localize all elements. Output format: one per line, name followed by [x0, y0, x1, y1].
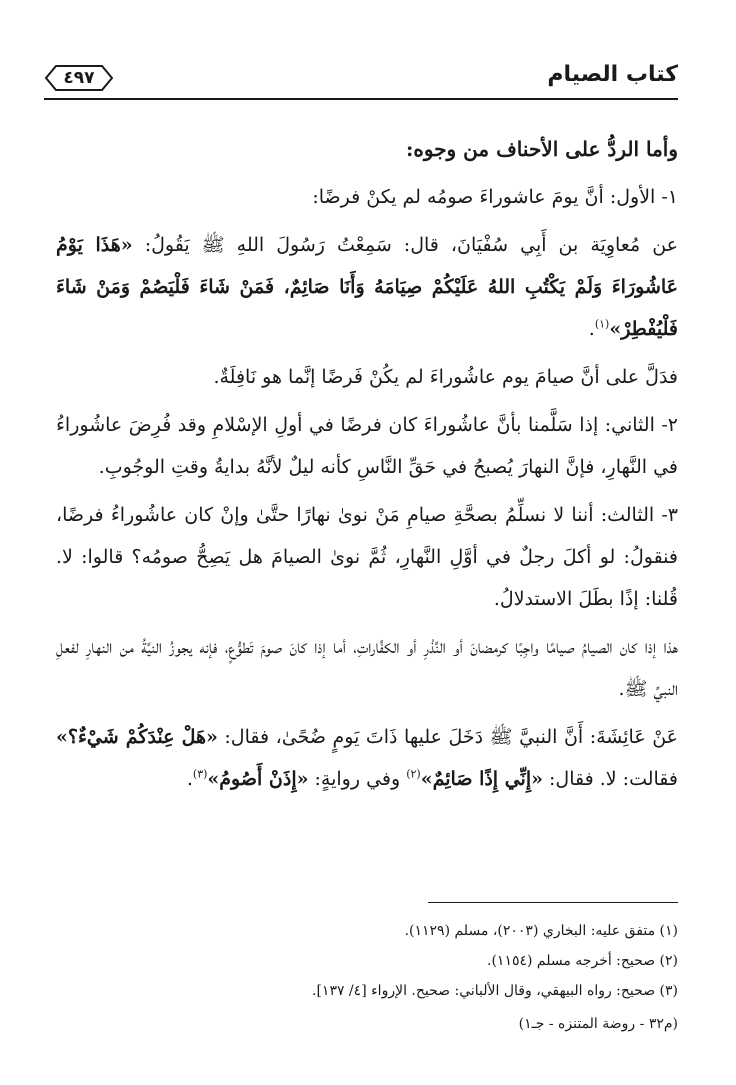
narration-note: وفي روايةٍ: — [308, 768, 407, 790]
running-title: كتاب الصيام — [547, 62, 678, 87]
hadith-text: «هَذَا يَوْمُ عَاشُورَاءَ وَلَمْ يَكْتُبِ اللهُ عَلَيْكُمْ صِيَامَهُ وَأَنَا صَائِمٌ، فَمَنْ شَاءَ فَلْيَصُمْ وَمَنْ شَاءَ فَلْيُفْطِرْ» — [56, 234, 678, 340]
section-heading: وأما الردُّ على الأحناف من وجوه: — [406, 137, 678, 161]
aisha-intro: عَنْ عَائِشَةَ: أَنَّ النبيَّ ﷺ دَخَلَ عليها ذَاتَ يَومٍ ضُحًىٰ، فقال: — [217, 726, 678, 748]
sentence-end: . — [588, 318, 595, 340]
signature-mark: (م٣٢ - روضة المتنزه - جـ١) — [518, 1016, 678, 1032]
hadith-intro: عن مُعاوِيَة بن أَبِي سُفْيَانَ، قال: سَمِعْتُ رَسُولَ اللهِ ﷺ يَقُولُ: — [132, 234, 678, 256]
page-number-badge — [44, 64, 114, 92]
hadith-question: «هَلْ عِنْدَكُمْ شَيْءٌ؟» — [56, 726, 218, 748]
footnote-3: (٣) صحيح: رواه البيهقي، وقال الألباني: صحيح. الإرواء [٤/ ١٣٧]. — [312, 983, 678, 999]
paragraph-conclusion: فدَلَّ على أنَّ صيامَ يوم عاشُوراءَ لم يكُنْ فَرضًا إنَّما هو نَافِلَةٌ. — [213, 366, 678, 388]
paragraph-third-point: ٣- الثالث: أننا لا نسلِّمُ بصحَّةِ صيامِ مَنْ نوىٰ نهارًا حتَّىٰ وإنْ كان عاشُوراءُ فرضًا، فنقولُ: لو أكلَ رجلٌ في أوَّلِ النَّهارِ، ثُمَّ نوىٰ الصيامَ هل يَصِحُّ صومُه؟ قالوا: لا. قُلنا: إذًا بطَلَ الاستدلالُ. — [56, 504, 678, 610]
footnote-ref-3: (٣) — [192, 767, 208, 781]
hadith-variant: «إِذَنْ أَصُومُ» — [207, 768, 309, 790]
footnote-ref-2: (٢) — [406, 767, 421, 781]
page-number: ٤٩٧ — [63, 68, 95, 88]
footnote-ref-1: (١) — [594, 317, 610, 331]
main-text — [56, 128, 678, 806]
paragraph-voluntary-fast: هذا إذا كان الصيامُ صيامًا واجِبًا كرمضانَ أو النَّذْرِ أو الكفَّاراتِ، أما إذا كانَ صومَ تَطوُّعٍ، فإنه يجوزُ النيَّةُ من النهارِ لفعلِ النبيِّ ﷺ. — [56, 636, 678, 700]
paragraph-first-point: ١- الأول: أنَّ يومَ عاشوراءَ صومُه لم يكنْ فرضًا: — [312, 186, 678, 208]
hadith-answer: «إِنِّي إِذًا صَائِمٌ» — [420, 768, 543, 790]
footnote-divider — [428, 902, 678, 903]
footnote-1: (١) متفق عليه: البخاري (٢٠٠٣)، مسلم (١١٢٩). — [404, 923, 678, 939]
footnote-2: (٢) صحيح: أخرجه مسلم (١١٥٤). — [487, 953, 678, 969]
paragraph-aisha-hadith — [56, 716, 678, 800]
paragraph-second-point: ٢- الثاني: إذا سَلَّمنا بأنَّ عاشُوراءَ كان فرضًا في أولِ الإسْلامِ وقد فُرِضَ عاشُوراءُ في النَّهارِ، فإنَّ النهارَ يُصبحُ في حَقِّ النَّاسِ كأنه ليلٌ لأنَّهُ بدايةُ وقتِ الوجُوبِ. — [56, 414, 678, 478]
header-divider — [44, 98, 678, 100]
sentence-end: . — [186, 768, 193, 790]
paragraph-muawiya-hadith — [56, 224, 678, 350]
aisha-reply: فقالت: لا. فقال: — [542, 768, 678, 790]
footnotes — [56, 916, 678, 1006]
